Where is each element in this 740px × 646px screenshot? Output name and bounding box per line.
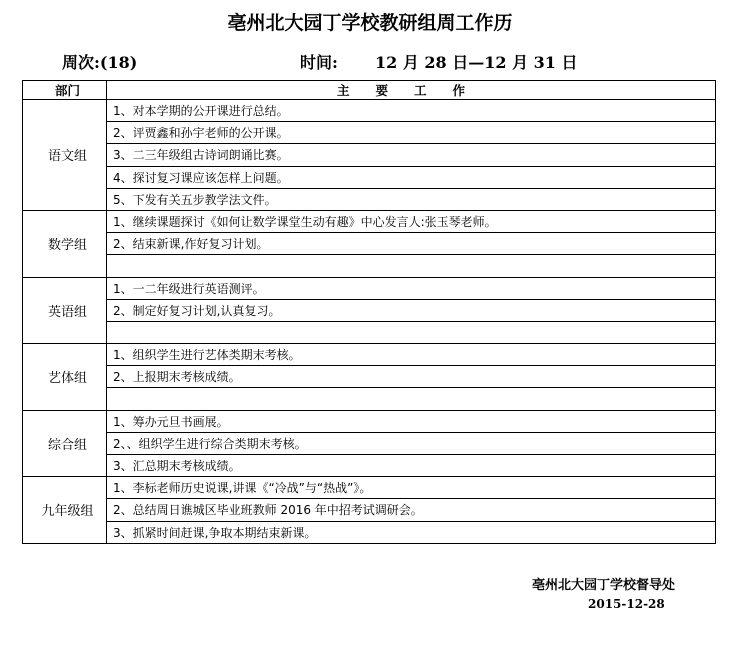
week-number: 周次:(18) bbox=[62, 53, 138, 72]
work-item: 3、抓紧时间赶课,争取本期结束新课。 bbox=[107, 521, 716, 543]
work-item: 2、总结周日谯城区毕业班教师 2016 年中招考试调研会。 bbox=[107, 499, 716, 521]
work-item: 2、制定好复习计划,认真复习。 bbox=[107, 299, 716, 321]
work-item bbox=[107, 321, 716, 343]
dept-cell: 九年级组 bbox=[23, 477, 107, 544]
work-item bbox=[107, 388, 716, 410]
table-row bbox=[23, 366, 716, 388]
dept-cell: 艺体组 bbox=[23, 344, 107, 411]
table-row bbox=[23, 388, 716, 410]
table-row bbox=[23, 255, 716, 277]
footer-organization: 亳州北大园丁学校督导处 bbox=[532, 578, 676, 593]
table-row bbox=[23, 410, 716, 432]
dept-cell: 综合组 bbox=[23, 410, 107, 477]
table-row bbox=[23, 122, 716, 144]
work-item: 1、李标老师历史说课,讲课《“冷战”与“热战”》。 bbox=[107, 477, 716, 499]
dept-cell: 语文组 bbox=[23, 100, 107, 211]
work-item: 3、二三年级组古诗词朗诵比赛。 bbox=[107, 144, 716, 166]
table-row bbox=[23, 166, 716, 188]
table-row bbox=[23, 477, 716, 499]
table-row bbox=[23, 210, 716, 232]
work-item: 2、上报期末考核成绩。 bbox=[107, 366, 716, 388]
footer-date: 2015-12-28 bbox=[588, 597, 665, 611]
table-row bbox=[23, 277, 716, 299]
table-header-row bbox=[23, 81, 716, 100]
table-row bbox=[23, 321, 716, 343]
table-row bbox=[23, 521, 716, 543]
work-item: 5、下发有关五步教学法文件。 bbox=[107, 188, 716, 210]
work-item: 2、评贾鑫和孙宇老师的公开课。 bbox=[107, 122, 716, 144]
work-item: 2、、组织学生进行综合类期末考核。 bbox=[107, 432, 716, 454]
table-row bbox=[23, 455, 716, 477]
table-row bbox=[23, 299, 716, 321]
table-row bbox=[23, 432, 716, 454]
table-row bbox=[23, 499, 716, 521]
work-item: 1、组织学生进行艺体类期末考核。 bbox=[107, 344, 716, 366]
page-title: 亳州北大园丁学校教研组周工作历 bbox=[227, 12, 513, 34]
work-item: 1、对本学期的公开课进行总结。 bbox=[107, 100, 716, 122]
table-row bbox=[23, 188, 716, 210]
table-row bbox=[23, 100, 716, 122]
work-item: 2、结束新课,作好复习计划。 bbox=[107, 233, 716, 255]
table-row bbox=[23, 233, 716, 255]
work-item: 3、汇总期末考核成绩。 bbox=[107, 455, 716, 477]
dept-cell: 数学组 bbox=[23, 210, 107, 277]
dept-cell: 英语组 bbox=[23, 277, 107, 344]
work-item bbox=[107, 255, 716, 277]
table-row bbox=[23, 144, 716, 166]
schedule-table bbox=[22, 80, 716, 544]
table-row bbox=[23, 344, 716, 366]
work-item: 4、探讨复习课应该怎样上问题。 bbox=[107, 166, 716, 188]
header-dept: 部门 bbox=[23, 81, 107, 100]
work-item: 1、筹办元旦书画展。 bbox=[107, 410, 716, 432]
time-range: 12 月 28 日—12 月 31 日 bbox=[375, 53, 578, 72]
work-item: 1、一二年级进行英语测评。 bbox=[107, 277, 716, 299]
time-label: 时间: bbox=[300, 53, 338, 72]
work-item: 1、继续课题探讨《如何让数学课堂生动有趣》中心发言人:张玉琴老师。 bbox=[107, 210, 716, 232]
header-work: 主要工作 bbox=[107, 81, 716, 100]
